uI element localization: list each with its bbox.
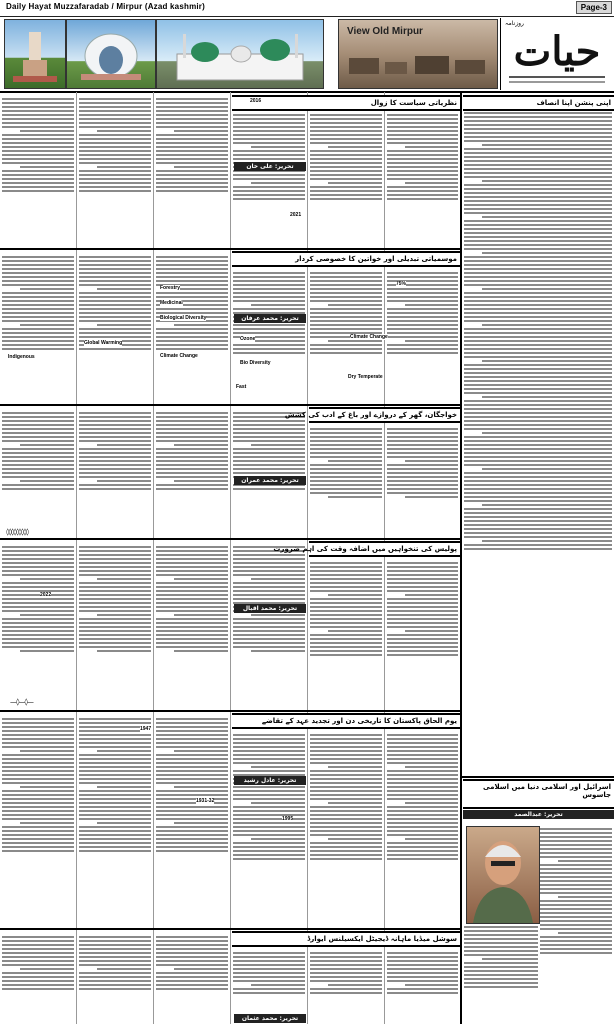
article-text [2, 716, 74, 924]
section-ornament: ◊◊◊◊◊◊◊◊◊ [6, 528, 29, 536]
headline-literature: خواجگان، گھر کے دروازے اور باغ کے ادب کی کشش [309, 407, 460, 423]
article-text [156, 410, 228, 534]
term-bio-diversity: Bio Diversity [240, 360, 271, 366]
article-text [387, 560, 458, 706]
article-text [233, 270, 305, 400]
old-mirpur-photo [338, 19, 498, 89]
term-dry-temperate: Dry Temperate [348, 374, 383, 380]
term-medicinal: Medicinal [160, 300, 183, 306]
term-fast: Fast [236, 384, 247, 390]
article-text [233, 544, 305, 706]
mosque-photo [66, 19, 156, 89]
article-text [310, 732, 382, 924]
headline-climate-women: موسمیاتی تبدیلی اور خواتین کا خصوصی کردار [232, 251, 460, 267]
photo-caption: View Old Mirpur [347, 26, 423, 37]
headline-ideological-politics: نظریاتی سیاست کا زوال [232, 95, 460, 111]
article-text [79, 934, 151, 1020]
masthead-tagline: روزنامہ [505, 20, 524, 27]
article-text [233, 112, 305, 244]
top-bar [0, 0, 614, 17]
term-global-warming: Global Warming [84, 340, 123, 346]
article-text [156, 716, 228, 924]
term-percent: 75% [396, 281, 407, 287]
byline-1: تحریر: علی خان [234, 162, 306, 171]
article-text [387, 426, 458, 534]
article-text [156, 544, 228, 706]
article-text [387, 270, 458, 400]
article-text [79, 410, 151, 534]
term-indigenous: Indigenous [8, 354, 35, 360]
years-1931-32: 1931-32 [196, 798, 215, 804]
banner [0, 17, 614, 93]
byline-5: تحریر: عادل رشید [234, 776, 306, 785]
masthead [500, 18, 613, 90]
headline-social-media: سوشل میڈیا ماہانہ ڈیجیٹل ایکسیلنس ایوارڈ [232, 931, 460, 947]
article-text [233, 410, 305, 534]
article-text [387, 112, 458, 244]
article-text [2, 96, 74, 244]
byline-3: تحریر: محمد عمران [234, 476, 306, 485]
article-text-pension [464, 110, 612, 774]
article-text [156, 96, 228, 244]
headline-accession-day: یوم الحاق پاکستان کا تاریخی دن اور تجدید عہد کے تقاضے [232, 713, 460, 729]
article-text [233, 950, 305, 1020]
headline-police-salaries: پولیس کی تنخواہیں میں اضافہ وقت کی اہم ضرورت [309, 541, 460, 557]
article-text [2, 934, 74, 1020]
article-text [2, 254, 74, 400]
article-text [387, 950, 458, 1020]
page-number: Page-3 [576, 1, 612, 14]
monument-icon [5, 20, 65, 88]
green-domes-icon [157, 20, 323, 88]
year-2022: 2022 [40, 592, 52, 598]
article-text [156, 254, 228, 400]
byline-7: تحریر: عبدالصمد [463, 810, 614, 819]
monument-photo [4, 19, 66, 89]
masthead-title: حیات [513, 28, 601, 75]
article-grid [0, 92, 614, 1024]
article-text-spies [540, 826, 612, 1022]
section-ornament-2: —◊—◊— [10, 698, 33, 706]
term-biodiversity: Biological Diversity [160, 315, 207, 321]
term-ozone: Ozone [240, 336, 256, 342]
person-icon [467, 827, 539, 923]
term-climate-change-2: Climate Change [350, 334, 388, 340]
article-text [156, 934, 228, 1020]
blue-mosque-photo [156, 19, 324, 89]
byline-2: تحریر: محمد عرفان [234, 314, 306, 323]
headline-israel-spies: اسرائیل اور اسلامی دنیا میں اسلامی جاسوس [463, 779, 614, 809]
article-text-spies-2 [464, 924, 538, 1022]
byline-6: تحریر: محمد عثمان [234, 1014, 306, 1023]
article-text [233, 732, 305, 924]
article-text [2, 544, 74, 706]
article-text [79, 544, 151, 706]
dome-icon [67, 20, 155, 88]
year-2016: 2016 [250, 98, 262, 104]
article-text [310, 426, 382, 534]
article-text [79, 254, 151, 400]
term-climate-change: Climate Change [160, 353, 198, 359]
article-text [387, 732, 458, 924]
article-text [79, 716, 151, 924]
article-text [310, 112, 382, 244]
article-text [310, 950, 382, 1020]
publication-name: Daily Hayat Muzzafaradab / Mirpur (Azad kashmir) [6, 2, 205, 11]
byline-4: تحریر: محمد اقبال [234, 604, 306, 613]
headline-pension: اپنی پنشن اپنا انصاف [463, 95, 614, 111]
article-text [2, 410, 74, 534]
term-forestry: Forestry [160, 285, 181, 291]
author-photo [466, 826, 540, 924]
article-text [79, 96, 151, 244]
year-1995: 1995 [282, 816, 294, 822]
article-text [310, 560, 382, 706]
year-1947: 1947 [140, 726, 152, 732]
year-2021: 2021 [290, 212, 302, 218]
